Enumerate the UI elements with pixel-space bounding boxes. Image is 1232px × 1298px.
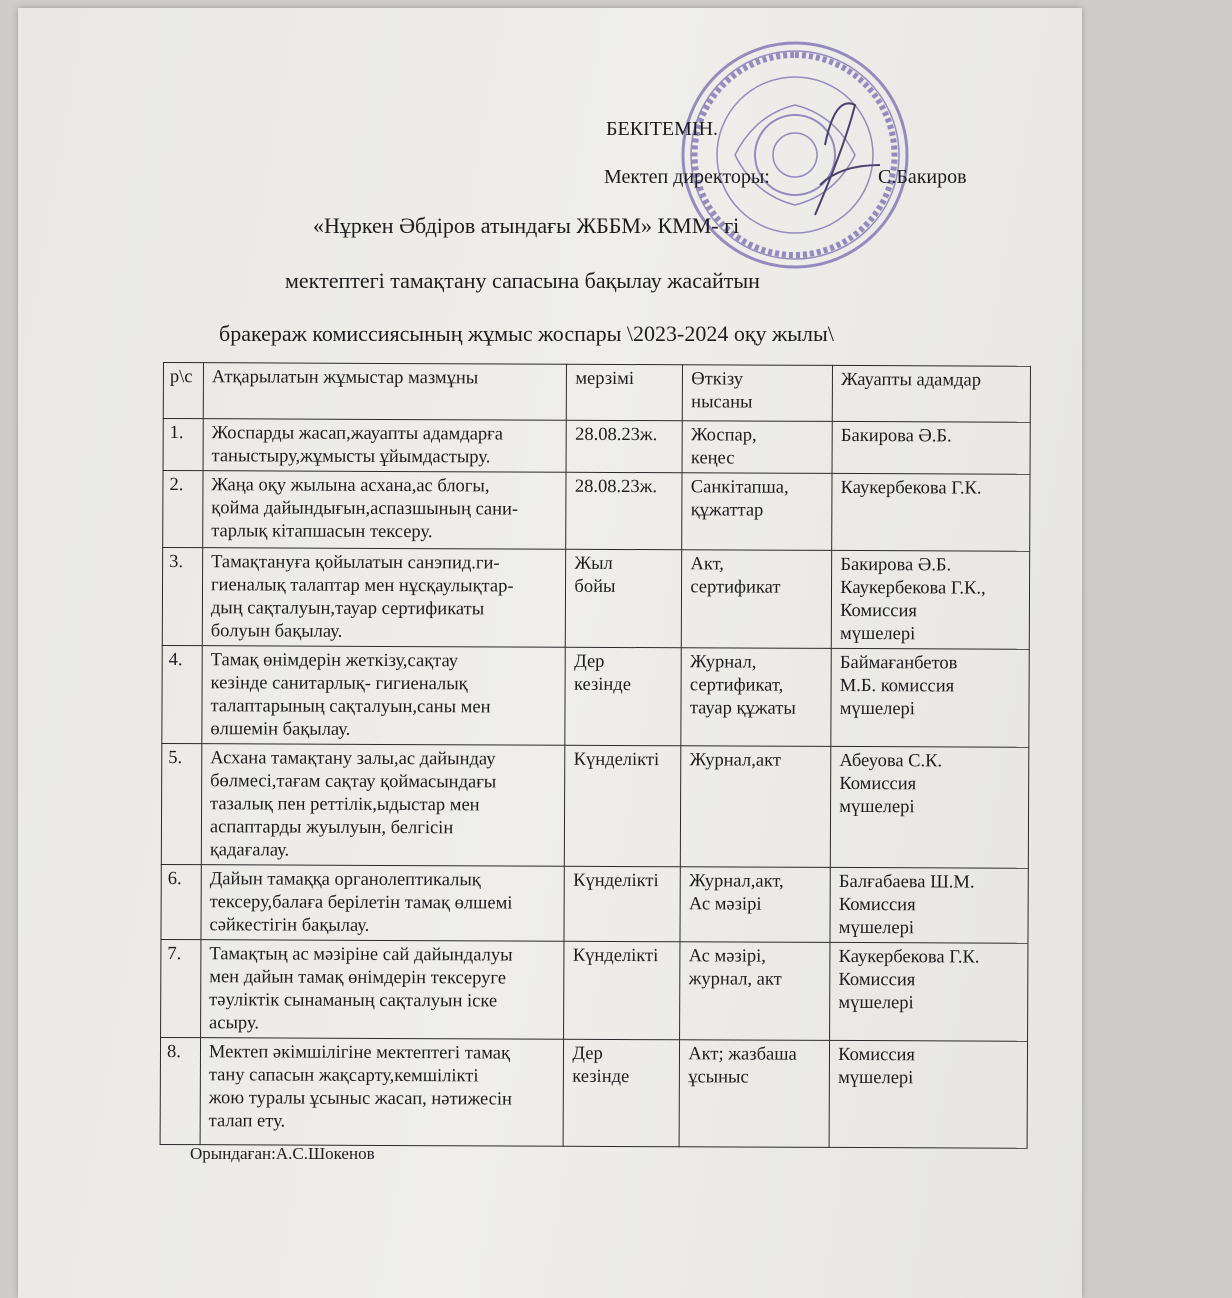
work-plan-table: [160, 362, 1031, 1149]
table-header-row: [163, 363, 1030, 423]
title-line-2: мектептегі тамақтану сапасына бақылау жасайтын: [285, 268, 760, 293]
cell-responsible: Бакирова Ә.Б. Каукербекова Г.К., Комиссия мүшелері: [831, 550, 1029, 649]
table-row: [161, 864, 1028, 943]
cell-form: Акт, сертификат: [682, 550, 832, 649]
header-deadline: мерзімі: [567, 364, 683, 421]
cell-content: Тамақтың ас мәзіріне сай дайындалуы мен дайын тамақ өнімдерін тексеруге тәуліктік сынаманың сақталуын іске асыру.: [201, 940, 565, 1040]
cell-number: 2.: [163, 471, 203, 548]
cell-content: Асхана тамақтану залы,ас дайындау бөлмесі,тағам сақтау қоймасындағы тазалық пен реттілік,ыдыстар мен аспаптарды жуылуын, белгісін қадағалау.: [201, 744, 565, 867]
cell-number: 3.: [162, 548, 202, 646]
table-row: [163, 471, 1030, 552]
director-name: С.Бакиров: [878, 166, 967, 188]
table-row: [160, 1037, 1027, 1148]
cell-number: 5.: [161, 743, 201, 864]
cell-number: 6.: [161, 864, 201, 939]
cell-content: Мектеп әкімшілігіне мектептегі тамақ тану сапасын жақсарту,кемшілікті жою туралы ұсыныс жасап, нәтижесін талап ету.: [200, 1038, 564, 1147]
cell-deadline: Дер кезінде: [565, 647, 681, 746]
title-line-1: «Нұркен Әбдіров атындағы ЖББМ» КММ- гі: [313, 213, 740, 238]
cell-form: Журнал, сертификат, тауар құжаты: [681, 648, 831, 747]
table-row: [162, 548, 1029, 650]
cell-form: Акт; жазбаша ұсыныс: [679, 1040, 829, 1148]
table-row: [163, 419, 1030, 475]
cell-responsible: Абеуова С.К. Комиссия мүшелері: [831, 746, 1029, 868]
cell-responsible: Каукербекова Г.К.: [832, 473, 1030, 551]
cell-deadline: Дер кезінде: [564, 1039, 680, 1147]
cell-form: Журнал,акт: [681, 746, 831, 868]
cell-number: 4.: [162, 645, 202, 743]
cell-number: 7.: [161, 939, 201, 1037]
cell-number: 8.: [160, 1037, 200, 1144]
cell-responsible: Комиссия мүшелері: [829, 1040, 1027, 1148]
executor-note: Орындаған:А.С.Шокенов: [190, 1144, 375, 1163]
cell-content: Жоспарды жасап,жауапты адамдарға таныстыру,жұмысты ұйымдастыру.: [203, 419, 567, 473]
signature: [815, 103, 880, 215]
cell-content: Дайын тамаққа органолептикалық тексеру,балаға берілетін тамақ өлшемі сәйкестігін бақылау.: [201, 865, 565, 942]
cell-content: Жаңа оқу жылына асхана,ас блогы, қойма дайындығын,аспазшының сани- тарлық кітапшасын тексеру.: [203, 471, 567, 550]
table-row: [161, 939, 1028, 1041]
header-number: р\с: [163, 363, 203, 419]
cell-deadline: Күнделікті: [565, 745, 681, 867]
header-content: Атқарылатын жұмыстар мазмұны: [203, 363, 567, 421]
cell-number: 1.: [163, 419, 203, 471]
director-label: Мектеп директоры:: [604, 166, 770, 188]
cell-responsible: Бакирова Ә.Б.: [832, 421, 1030, 474]
title-line-3: бракераж комиссиясының жұмыс жоспары \2023-2024 оқу жылы\: [219, 321, 834, 346]
cell-content: Тамақ өнімдерін жеткізу,сақтау кезінде санитарлық- гигиеналық талаптарының сақталуын,саны мен өлшемін бақылау.: [202, 646, 566, 746]
approve-label: БЕКІТЕМІН.: [606, 118, 719, 140]
cell-form: Жоспар, кеңес: [682, 421, 832, 474]
table-row: [161, 743, 1029, 868]
cell-deadline: Жыл бойы: [566, 549, 682, 648]
official-stamp: [675, 35, 915, 275]
cell-form: Ас мәзірі, журнал, акт: [680, 942, 830, 1041]
header-form: Өткізу нысаны: [683, 365, 833, 422]
cell-responsible: Балғабаева Ш.М. Комиссия мүшелері: [830, 867, 1028, 943]
cell-responsible: Баймағанбетов М.Б. комиссия мүшелері: [831, 648, 1029, 747]
header-responsible: Жауапты адамдар: [832, 365, 1030, 422]
cell-deadline: Күнделікті: [564, 866, 680, 942]
cell-deadline: 28.08.23ж.: [566, 420, 682, 473]
cell-deadline: 28.08.23ж.: [566, 472, 682, 550]
cell-responsible: Каукербекова Г.К. Комиссия мүшелері: [830, 942, 1028, 1041]
cell-content: Тамақтануға қойылатын санэпид.ги- гиеналық талаптар мен нұсқаулықтар- дың сақталуын,тауар сертификаты болуын бақылау.: [202, 548, 566, 648]
table-row: [162, 645, 1029, 747]
cell-form: Журнал,акт, Ас мәзірі: [680, 867, 830, 943]
cell-form: Санкітапша, құжаттар: [682, 473, 832, 551]
cell-deadline: Күнделікті: [564, 941, 680, 1040]
